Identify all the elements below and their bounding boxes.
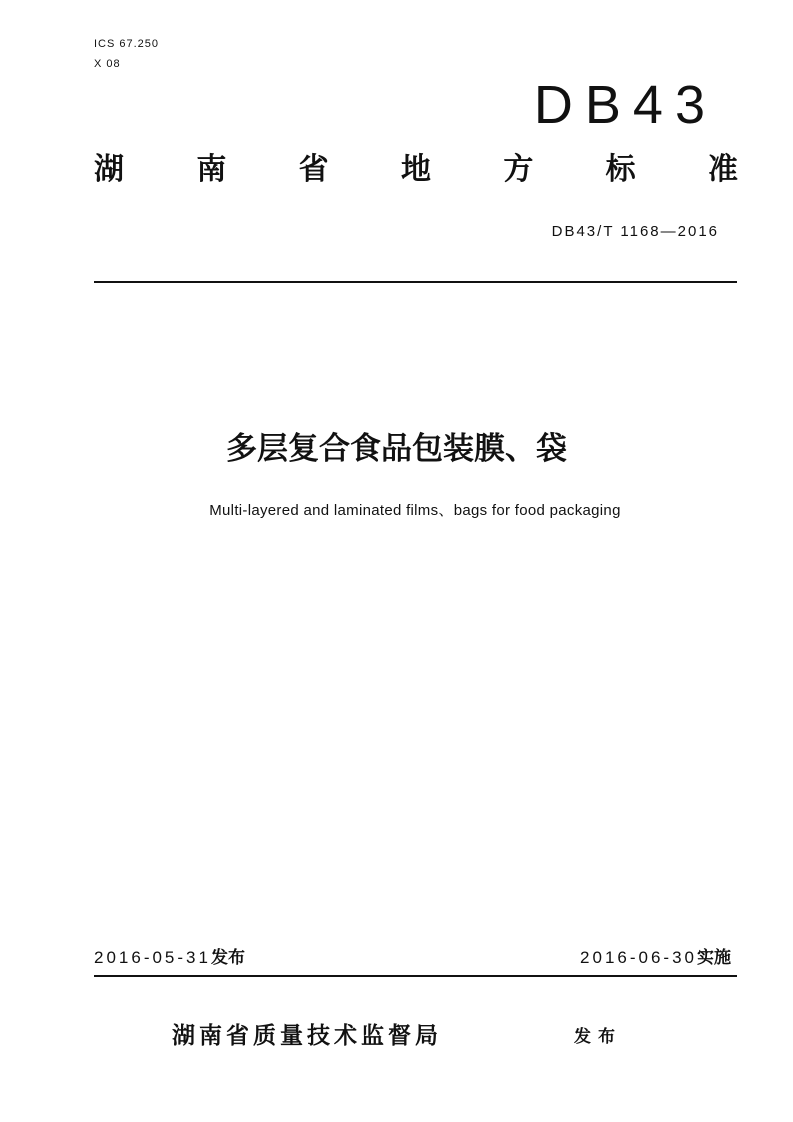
- standard-number: DB43/T 1168—2016: [551, 223, 719, 240]
- classification-code: X 08: [94, 58, 121, 70]
- issue-suffix: 发布: [210, 948, 245, 968]
- db-code: DB43: [533, 75, 717, 135]
- issuing-action: 发布: [574, 1027, 622, 1047]
- document-title-english: Multi-layered and laminated films、bags for food packaging: [209, 502, 621, 519]
- standard-type-title: [94, 150, 738, 190]
- ics-code: ICS 67.250: [94, 38, 160, 50]
- issue-date: 2016-05-31: [94, 948, 211, 967]
- standard-type-char: 省: [298, 152, 329, 187]
- top-divider: [94, 281, 737, 283]
- standard-type-char: 方: [503, 152, 534, 187]
- implementation-date: 2016-06-30: [580, 948, 697, 967]
- standard-type-char: 南: [196, 152, 227, 187]
- standard-type-char: 湖: [94, 152, 124, 187]
- issuing-authority: 湖南省质量技术监督局: [172, 1023, 442, 1049]
- standard-type-char: 准: [707, 152, 738, 187]
- bottom-divider: [94, 975, 737, 977]
- standard-type-char: 标: [605, 152, 636, 187]
- issue-date-line: [94, 947, 245, 969]
- standard-type-char: 地: [400, 152, 431, 187]
- implementation-suffix: 实施: [697, 948, 731, 968]
- document-title-chinese: 多层复合食品包装膜、袋: [226, 431, 567, 467]
- implementation-date-line: [580, 947, 731, 969]
